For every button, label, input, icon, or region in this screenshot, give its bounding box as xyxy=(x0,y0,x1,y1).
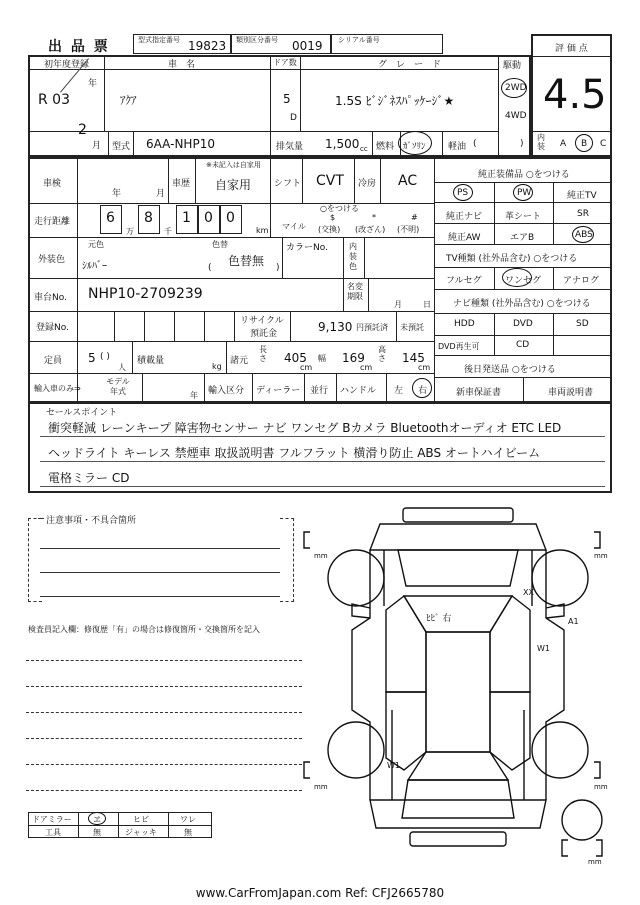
handle-right: 右 xyxy=(418,386,428,396)
dealer-option: ディーラー xyxy=(256,386,301,396)
sales-line-1: 衝突軽減 レーンキープ 障害物センサー ナビ ワンセグ Bカメラ Bluetoothオーディオ ETC LED xyxy=(48,421,562,435)
orig-color-label: 元色 xyxy=(88,240,104,249)
ac: AC xyxy=(398,173,418,189)
width-cm: cm xyxy=(360,363,373,372)
grade-score-label: 評 価 点 xyxy=(555,44,588,54)
recycle-unpaid: 未預託 xyxy=(400,323,424,332)
mm-rr: mm xyxy=(594,783,608,791)
displacement: 1,500 xyxy=(325,137,360,151)
mileage-label: 走行距離 xyxy=(34,217,71,227)
parallel-option: 並行 xyxy=(310,386,329,396)
unit-circle-note: ○をつける xyxy=(320,204,359,213)
altered-label: * xyxy=(372,213,376,222)
fuel-paren-open: ( xyxy=(473,139,477,149)
equip-ps-circle xyxy=(453,184,473,201)
footer-text: www.CarFromJapan.com Ref: CFJ2665780 xyxy=(195,886,445,900)
recycle-label-1: リサイクル xyxy=(240,316,284,326)
shift: CVT xyxy=(316,173,344,189)
length-cm: cm xyxy=(300,363,313,372)
history-note: ※未記入は自家用 xyxy=(206,161,261,169)
jack-value: 無 xyxy=(184,828,192,837)
ac-label: 冷房 xyxy=(358,179,377,189)
fuel-gasoline-circle xyxy=(398,131,432,155)
mileage-digit-4: 0 xyxy=(204,210,213,226)
history: 自家用 xyxy=(215,178,252,192)
grade: 1.5S ﾋﾞｼﾞﾈｽﾊﾟｯｹｰｼﾞ★ xyxy=(335,94,455,108)
ware-label: ワレ xyxy=(180,815,196,824)
grade-label: グ レ ー ド xyxy=(378,60,442,70)
mark-a1: A1 xyxy=(568,617,579,626)
category-code-label: 類別区分番号 xyxy=(236,36,278,44)
recycle: 9,130 xyxy=(318,320,353,334)
length-label: 長さ xyxy=(259,345,267,363)
rear-title: 後日発送品 ○をつける xyxy=(464,365,556,375)
fuel-paren-close: ) xyxy=(520,139,524,149)
repaint-label: 色替 xyxy=(212,240,228,249)
nav-hdd: HDD xyxy=(454,319,475,329)
model-year-unit: 年 xyxy=(190,391,198,400)
unknown-label: # xyxy=(411,213,418,222)
equip-sr: SR xyxy=(577,209,589,219)
import-label: 輸入車のみ⇒ xyxy=(34,384,81,393)
handle-right-circle xyxy=(412,378,432,398)
history-label: 車歴 xyxy=(172,179,191,189)
serial-label: シリアル番号 xyxy=(338,36,380,44)
import-type-label: 輸入区分 xyxy=(208,386,245,396)
grade-score: 4.5 xyxy=(543,72,607,118)
capacity: 5 xyxy=(88,351,96,365)
door-type: D xyxy=(290,113,297,123)
exchanged-label: $ xyxy=(330,213,336,222)
drive-2wd: 2WD xyxy=(505,83,527,93)
interior-a: A xyxy=(560,139,567,149)
equip-pw-circle xyxy=(513,184,533,201)
category-code-box xyxy=(231,34,331,54)
sen-unit: 千 xyxy=(164,227,172,236)
unknown-sub: (不明) xyxy=(397,225,420,234)
mile-label: マイル xyxy=(282,222,306,231)
fuel-diesel: 軽油 xyxy=(448,142,467,152)
fuel-gasoline: ｶﾞｿﾘﾝ xyxy=(403,142,426,152)
load-kg: kg xyxy=(212,362,222,371)
tool-value: 無 xyxy=(93,828,101,837)
model-label: 型式 xyxy=(112,142,131,152)
inspector-label: 検査員記入欄：修復歴「有」の場合は修復箇所・交換箇所を記入 xyxy=(28,625,260,634)
equip-aw: 純正AW xyxy=(448,233,481,243)
tv-title: TV種類 (社外品含む) ○をつける xyxy=(446,254,578,264)
sales-points-label: セールスポイント xyxy=(46,408,118,418)
height-label: 高さ xyxy=(378,345,386,363)
model-code-label: 型式指定番号 xyxy=(138,36,180,44)
category-code: 0019 xyxy=(292,39,323,53)
exchanged-sub: (交換) xyxy=(318,225,341,234)
model: 6AA-NHP10 xyxy=(146,137,215,151)
mm-fl: mm xyxy=(314,552,328,560)
warranty-month-unit: 月 xyxy=(394,300,402,309)
equip-ps: PS xyxy=(457,188,469,198)
nav-sd: SD xyxy=(576,319,589,329)
fuel-label: 燃料 xyxy=(376,142,395,152)
altered-sub: (改ざん) xyxy=(355,225,386,234)
warranty-day-unit: 日 xyxy=(423,300,431,309)
mm-rl: mm xyxy=(314,783,328,791)
mm-fr: mm xyxy=(594,552,608,560)
hibi-label: ヒビ xyxy=(133,815,149,824)
interior-b: B xyxy=(581,139,588,149)
repaint-paren-close: ) xyxy=(276,263,280,273)
mm-spare: mm xyxy=(588,858,602,866)
sheet-title: 出 品 票 xyxy=(48,39,110,55)
height: 145 xyxy=(402,351,425,365)
drive-4wd: 4WD xyxy=(505,111,527,121)
km-unit: km xyxy=(256,226,269,235)
equip-abs-circle xyxy=(572,226,594,243)
man-unit: 万 xyxy=(126,227,134,236)
person-unit: 人 xyxy=(118,363,126,372)
mark-hibi: ﾋﾋﾞ 右 xyxy=(426,614,452,624)
door-mirror-circle xyxy=(88,812,106,825)
warranty-label: 名変期限 xyxy=(347,282,363,301)
recycle-label-2: 預託金 xyxy=(250,329,278,339)
door-mirror-label: ドアミラー xyxy=(32,815,72,824)
handle-left: 左 xyxy=(394,386,404,396)
height-cm: cm xyxy=(418,363,431,372)
length: 405 xyxy=(284,351,307,365)
repaint: 色替無 xyxy=(228,254,265,268)
sales-line-2: ヘッドライト キーレス 禁煙車 取扱説明書 フルフラット 横滑り防止 ABS オートハイビーム xyxy=(48,446,541,460)
interior-color-label: 内装色 xyxy=(349,242,357,271)
car-name-label: 車 名 xyxy=(168,60,196,70)
tv-fullseg: フルセグ xyxy=(446,276,482,286)
model-code-box xyxy=(133,34,231,54)
sales-line-3: 電格ミラー CD xyxy=(48,471,130,485)
shaken-label: 車検 xyxy=(43,179,62,189)
shaken-year-unit: 年 xyxy=(112,189,122,199)
orig-color: ｼﾙﾊﾞｰ xyxy=(82,261,107,272)
equip-navi: 純正ナビ xyxy=(446,212,483,222)
first-reg-label: 初年度登録 xyxy=(44,60,90,70)
shaken-month-unit: 月 xyxy=(156,189,166,199)
model-code: 19823 xyxy=(188,39,227,53)
interior-c: C xyxy=(600,139,607,149)
recycle-unit: 円預託済 xyxy=(356,323,388,332)
tool-label: 工具 xyxy=(45,828,61,837)
displacement-label: 排気量 xyxy=(276,142,304,152)
door-mirror-value: ヱ xyxy=(93,815,101,824)
capacity-label: 定員 xyxy=(44,356,63,366)
drive-2wd-circle xyxy=(501,78,527,98)
doors-label: ドア数 xyxy=(273,58,297,67)
mark-xx: XX xyxy=(523,588,534,597)
tv-oneseg-circle xyxy=(502,268,532,287)
mileage-digit-5: 0 xyxy=(226,210,235,226)
width-label: 幅 xyxy=(318,354,326,363)
car-name: ｱｸｱ xyxy=(120,94,137,107)
chassis: NHP10-2709239 xyxy=(88,286,203,302)
color-no-label: カラーNo. xyxy=(286,243,328,253)
nav-cd: CD xyxy=(516,340,530,350)
interior-b-circle xyxy=(575,134,593,152)
equip-airbag: エアB xyxy=(510,233,535,243)
color-label: 外装色 xyxy=(38,255,66,265)
model-year-label: モデル年式 xyxy=(106,377,130,396)
mileage-digit-1: 6 xyxy=(106,210,115,226)
equipment-title: 純正装備品 ○をつける xyxy=(478,170,570,180)
nav-dvd: DVD xyxy=(513,319,533,329)
equip-leather: 革シート xyxy=(505,212,542,222)
reg-no-label: 登録No. xyxy=(36,323,69,333)
first-reg-month: 2 xyxy=(78,122,87,138)
month-unit: 月 xyxy=(92,141,102,151)
rear-manual: 車両説明書 xyxy=(548,388,594,398)
chassis-label: 車台No. xyxy=(34,293,67,303)
rear-warranty: 新車保証書 xyxy=(456,388,502,398)
year-unit: 年 xyxy=(88,79,98,89)
drive-label: 駆動 xyxy=(503,61,522,71)
jack-label: ジャッキ xyxy=(125,828,157,837)
cc-unit: cc xyxy=(360,145,368,153)
width: 169 xyxy=(342,351,365,365)
car-damage-diagram xyxy=(300,500,620,870)
equip-tv: 純正TV xyxy=(567,191,597,201)
tv-analog: アナログ xyxy=(563,276,600,286)
repaint-paren-open: ( xyxy=(208,263,212,273)
mark-w1-left: W1 xyxy=(387,761,400,770)
mileage-digit-3: 1 xyxy=(182,210,191,226)
mark-w1-right: W1 xyxy=(537,644,550,653)
serial-box xyxy=(331,34,443,54)
doors: 5 xyxy=(283,92,291,106)
mileage-digit-2: 8 xyxy=(144,210,153,226)
nav-title: ナビ種類 (社外品含む) ○をつける xyxy=(453,299,591,309)
interior-label: 内装 xyxy=(537,133,545,151)
dvd-label: DVD再生可 xyxy=(438,342,480,351)
handle-label: ハンドル xyxy=(340,386,377,396)
equip-abs: ABS xyxy=(575,230,593,240)
caution-label: 注意事項・不具合箇所 xyxy=(46,516,137,526)
equip-pw: PW xyxy=(517,188,532,198)
first-reg-year: R 03 xyxy=(38,92,70,108)
load-label: 積載量 xyxy=(137,356,165,366)
shift-label: シフト xyxy=(274,179,302,189)
spec-label: 諸元 xyxy=(230,356,249,366)
tv-oneseg: ワンセグ xyxy=(505,276,542,286)
